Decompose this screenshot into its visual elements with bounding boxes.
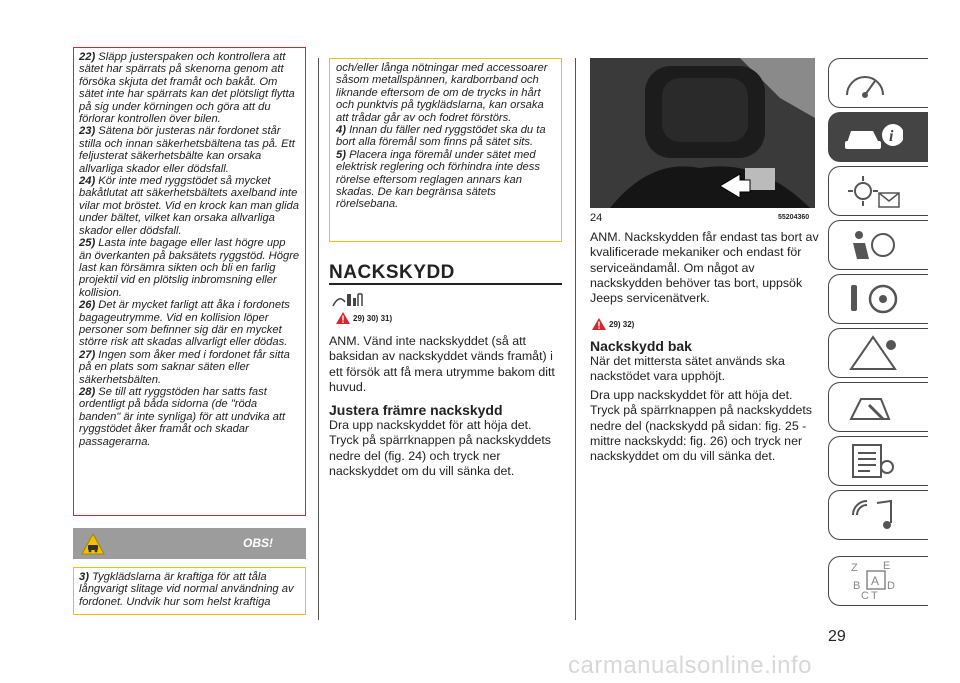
spec-list-icon	[843, 443, 903, 479]
warning-item	[79, 349, 300, 386]
svg-text:Z: Z	[851, 562, 858, 574]
warning-item	[79, 175, 300, 237]
tab-safety[interactable]	[828, 220, 928, 270]
warning-item	[79, 299, 300, 349]
figure-number: 24	[590, 212, 603, 224]
warning-number: 22)	[79, 51, 96, 63]
svg-text:E: E	[883, 560, 891, 572]
tab-specifications[interactable]	[828, 436, 928, 486]
warning-number: 23)	[79, 125, 96, 138]
figure-code: 55204360	[778, 214, 810, 221]
warning-refs: 29) 32)	[609, 320, 635, 329]
tab-index[interactable]	[828, 556, 928, 606]
front-paragraph: Dra upp nackskyddet för att höja det. Tryck på spärrknappen på nackskyddets nedre del (fig. 24) och tryck ner nackskyddet om du vill sänka det.	[329, 418, 551, 478]
warning-triangle-icon	[592, 318, 606, 330]
tab-driving[interactable]	[828, 274, 928, 324]
note-number: 3)	[79, 571, 89, 583]
tab-emergency[interactable]	[828, 328, 928, 378]
warning-number: 28)	[79, 385, 96, 398]
warning-text: Ingen som åker med i fordonet får sitta på en plats som saknar säten eller säkerhetsbälten.	[79, 348, 290, 386]
heading-rule	[329, 283, 562, 285]
tab-maintenance[interactable]	[828, 382, 928, 432]
warning-box	[73, 47, 306, 516]
obs-bar	[73, 528, 306, 559]
tab-dashboard[interactable]	[828, 58, 928, 108]
svg-text:T: T	[871, 590, 878, 602]
steering-wrench-icon	[843, 281, 903, 317]
note-text: Innan du fäller ned ryggstödet ska du ta bort alla föremål som finns på sätet sits.	[336, 124, 546, 149]
warning-number: 27)	[79, 348, 96, 361]
note-continuation: och/eller långa nötningar med accessoarer såsom metallspännen, kardborrband och liknande eftersom de om de trycks in hårt och punktvis på tygklädslarna, kan orsaka att trådar går av och fodret förstörs.	[336, 62, 548, 124]
warning-item	[79, 51, 300, 125]
rear-paragraph-2: Dra upp nackskyddet för att höja det. Tryck på spärrknappen på nackskyddets nedre del (nackskydd på sidan: fig. 25 - mittre nackskydd: fig. 26) och tryck ner nackskyddet om du vill sänka det.	[590, 388, 812, 464]
note-item	[79, 571, 300, 608]
column-divider	[318, 58, 319, 620]
svg-text:D: D	[887, 580, 895, 592]
index-letters-icon	[843, 559, 903, 603]
warning-triangle-icon	[843, 335, 903, 371]
intro-paragraph: ANM. Vänd inte nackskyddet (så att baksidan av nackskyddet vänds framåt) i ett försök att få mera utrymme bakom ditt huvud.	[329, 334, 555, 394]
anm-paragraph: ANM. Nackskydden får endast tas bort av kvalificerade mekaniker och endast för serviceändamål. Om något av nackskydden behöver tas bort, uppsök Jeeps servicenätverk.	[590, 230, 819, 306]
watermark: carmanualsonline.info	[568, 652, 812, 679]
lights-icon	[843, 173, 903, 209]
note-item	[336, 124, 555, 149]
rear-paragraph-1: När det mittersta sätet används ska nackstödet vara upphöjt.	[590, 354, 785, 384]
note-text: Tygklädslarna är kraftiga för att tåla långvarigt slitage vid normal användning av fordonet. Undvik hur som helst kraftiga	[79, 571, 294, 608]
tab-car-info[interactable]	[828, 112, 928, 162]
section-heading: NACKSKYDD	[329, 262, 455, 283]
warning-text: Lasta inte bagage eller last högre upp än överkanten på baksätets ryggstöd. Högre last kan försämra sikten och bli en farlig projektil vid en plötslig inbromsning eller kollision.	[79, 237, 300, 299]
warning-number: 24)	[79, 175, 96, 188]
airbag-person-icon	[843, 227, 903, 263]
warning-text: Kör inte med ryggstödet så mycket bakåtlutat att säkerhetsbältets axelband inte vilar mot bröstet. Vid en krock kan man glida under bältet, vilket kan orsaka allvarliga skador eller dödsfall.	[79, 175, 299, 237]
rear-heading: Nackskydd bak	[590, 338, 692, 354]
tab-multimedia[interactable]	[828, 490, 928, 540]
wrench-car-icon	[843, 389, 903, 425]
warning-number: 25)	[79, 237, 96, 250]
warning-number: 26)	[79, 299, 96, 312]
headrest-symbol-icon	[331, 290, 371, 310]
column-divider	[575, 58, 576, 620]
dashboard-icon	[843, 65, 887, 101]
note-list	[336, 124, 555, 211]
car-caution-icon	[81, 533, 105, 555]
svg-text:i: i	[889, 128, 894, 145]
obs-label: OBS!	[243, 536, 273, 550]
warning-item	[79, 237, 300, 299]
note-box-continued	[329, 58, 562, 242]
note-number: 5)	[336, 148, 346, 161]
note-number: 4)	[336, 124, 346, 137]
svg-text:C: C	[861, 590, 869, 602]
tab-lights[interactable]	[828, 166, 928, 216]
note-text: Placera inga föremål under sätet med elektrisk reglering och förhindra inte dess rörelse eftersom reglagen annars kan skadas. De kan begränsa sätets rörelsebana.	[336, 148, 540, 211]
multimedia-icon	[843, 497, 903, 533]
page-number: 29	[828, 628, 846, 645]
warning-text: Släpp justerspaken och kontrollera att sätet har spärrats på skenorna genom att försöka skjuta det framåt och bakåt. Om sätet inte har spärrats kan det plötsligt flytta på sig under körningen och göra att du förlorar kontrollen över bilen.	[79, 51, 295, 126]
car-info-icon	[843, 119, 903, 155]
warning-item	[79, 125, 300, 175]
figure-headrest-photo	[590, 58, 815, 208]
warning-text: Sätena bör justeras när fordonet står stilla och innan säkerhetsbältena tas på. Ett feljusterat säkerhetsbälte kan orsaka allvarliga skador eller dödsfall.	[79, 125, 295, 175]
warning-triangle-icon	[336, 312, 350, 324]
note-item	[336, 149, 555, 211]
warning-list	[79, 51, 300, 448]
svg-text:A: A	[871, 574, 880, 588]
warning-text: Det är mycket farligt att åka i fordonets bagageutrymme. Vid en kollision löper personer som befinner sig där en mycket större risk att skadas allvarligt eller dödas.	[79, 299, 290, 349]
svg-text:B: B	[853, 580, 861, 592]
warning-refs: 29) 30) 31)	[353, 314, 393, 323]
subheading-front: Justera främre nackskydd	[329, 402, 503, 418]
warning-text: Se till att ryggstöden har satts fast ordentligt på båda sidorna (de "röda banden" är inte synliga) för att undvika att ryggstödet åker framåt och skadar passagerarna.	[79, 385, 286, 448]
warning-item	[79, 386, 300, 448]
note-box	[73, 567, 306, 615]
